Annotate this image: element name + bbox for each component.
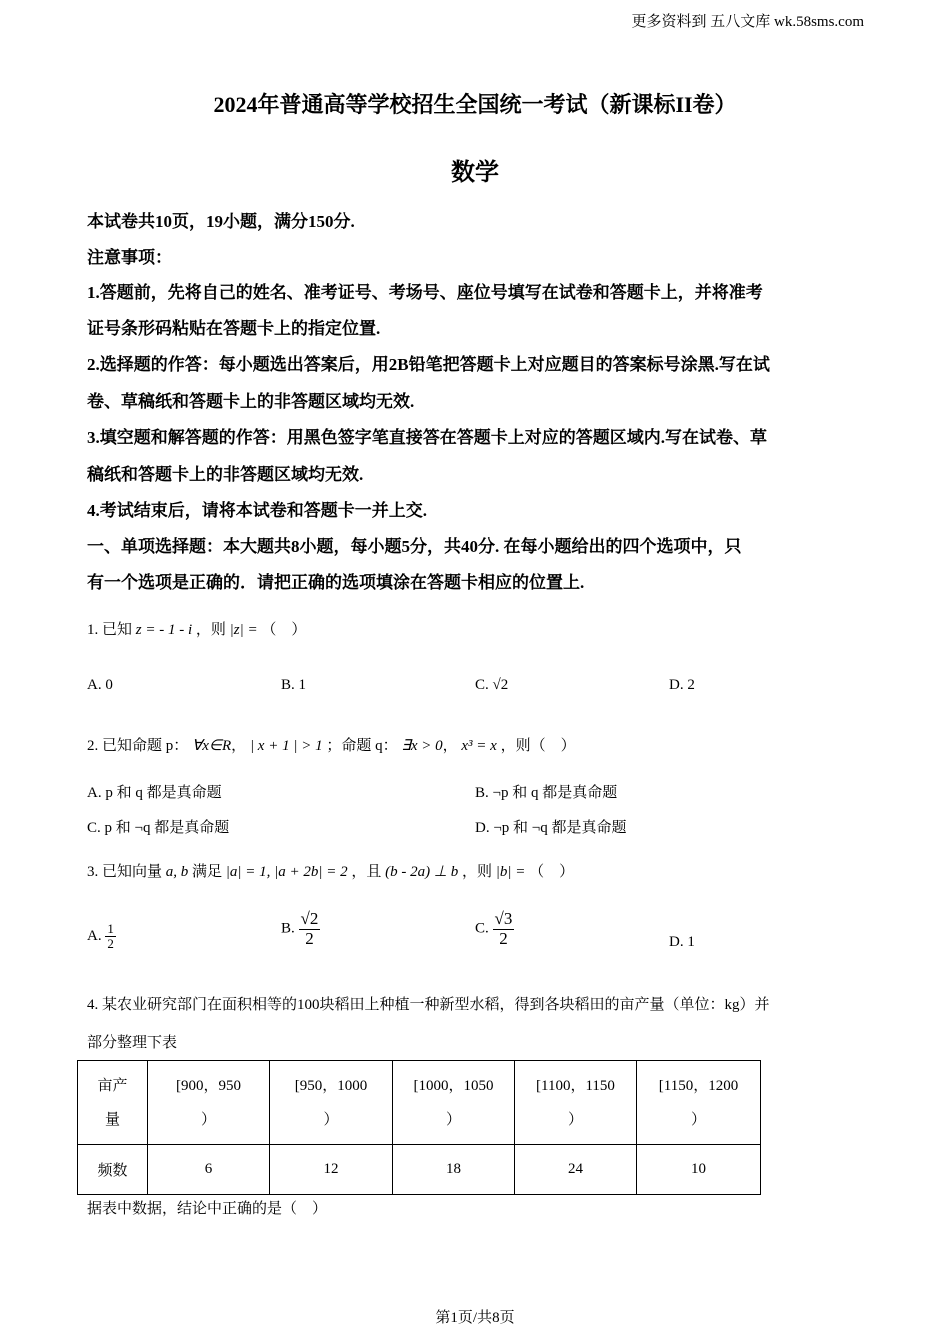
q1-expression: z = - 1 - i [135,622,193,638]
interval-text: ） [200,1111,216,1128]
table-cell: 10 [637,1145,761,1195]
q1-option-b[interactable]: B. 1 [281,677,307,693]
interval-text: [900，950 [176,1077,241,1094]
q3-option-c[interactable] [475,910,514,948]
notice-heading: 注意事项： [87,248,172,267]
q3-paren: （ ） [529,864,575,880]
q3-ask: |b| = [495,864,526,880]
section-heading: 一、单项选择题：本大题共8小题，每小题5分，共40分. 在每小题给出的四个选项中，只 [87,537,742,556]
q2-p-quantifier: ∀x∈R [192,738,232,754]
interval-text: ） [690,1111,706,1128]
q3-mid: 满足 [192,864,223,880]
notice-line: 4.考试结束后，请将本试卷和答题卡一并上交. [87,501,427,520]
notice-line: 卷、草稿纸和答题卡上的非答题区域均无效. [87,392,415,411]
q1-prefix: 1. 已知 [87,622,133,638]
table-cell [637,1061,761,1145]
notice-line: 证号条形码粘贴在答题卡上的指定位置. [87,319,381,338]
table-row [78,1145,761,1195]
q3-prefix: 3. 已知向量 [87,864,163,880]
interval-text: [1100，1150 [536,1077,615,1094]
q3-option-d[interactable]: D. 1 [669,934,695,950]
q1-ask: |z| = [229,622,258,638]
q2-p-inequality: | x + 1 | > 1 [249,738,323,754]
notice-line: 2.选择题的作答：每小题选出答案后，用2B铅笔把答题卡上对应题目的答案标号涂黑.写在试 [87,355,770,374]
header-site-link[interactable]: 更多资料到 五八文库 wk.58sms.com [631,14,864,30]
table-cell [270,1061,393,1145]
q2-option-a[interactable]: A. p 和 q 都是真命题 [87,785,222,801]
exam-title: 2024年普通高等学校招生全国统一考试（新课标II卷） [213,92,737,117]
q3-option-c-label: C. [475,920,489,937]
q2-option-d[interactable]: D. ¬p 和 ¬q 都是真命题 [475,820,627,836]
table-cell: 18 [393,1145,515,1195]
table-cell [393,1061,515,1145]
q3-vars: a, b [165,864,189,880]
q3-condition-2: (b - 2a) ⊥ b [385,864,459,880]
q3-option-a-den: 2 [107,936,114,952]
table-header-text: 亩产 [97,1077,128,1094]
table-header-text: 量 [104,1111,120,1128]
q3-option-b[interactable] [281,910,320,948]
q2-option-c[interactable]: C. p 和 ¬q 都是真命题 [87,820,230,836]
q1-option-d[interactable]: D. 2 [669,677,695,693]
q2-q-quantifier: ∃x > 0 [401,738,443,754]
q1-mid: ，则 [195,622,226,638]
notice-line: 1.答题前，先将自己的姓名、准考证号、考场号、座位号填写在试卷和答题卡上，并将准考 [87,283,763,302]
notice-line: 稿纸和答题卡上的非答题区域均无效. [87,465,364,484]
q4-after-table: 据表中数据，结论中正确的是（ ） [87,1201,328,1217]
q3-option-a[interactable] [87,922,116,952]
q3-option-a-label: A. [87,928,102,945]
q1-option-c[interactable]: C. √2 [475,677,509,693]
q2-q-equation: x³ = x [461,738,497,754]
question-2: 2. 已知命题 p： ∀x∈R， | x + 1 | > 1 ；命题 q： ∃x > 0， x³ = x ，则（ ） [87,738,576,754]
question-3 [87,860,574,881]
q3-option-b-num: √2 [300,909,319,928]
interval-text: ） [567,1111,583,1128]
interval-text: ） [323,1111,339,1128]
interval-text: [950，1000 [294,1077,368,1094]
q2-suffix: ，则（ ） [500,738,576,754]
q1-paren: （ ） [261,622,307,638]
q3-mid3: ，则 [461,864,492,880]
table-header-cell: 频数 [78,1145,148,1195]
q2-option-b[interactable]: B. ¬p 和 q 都是真命题 [475,785,618,801]
interval-text: [1000，1050 [413,1077,494,1094]
table-header-cell [78,1061,148,1145]
notice-line: 3.填空题和解答题的作答：用黑色签字笔直接答在答题卡上对应的答题区域内.写在试卷、草 [87,428,767,447]
section-heading: 有一个选项是正确的．请把正确的选项填涂在答题卡相应的位置上. [87,573,585,592]
q3-condition-1: |a| = 1, |a + 2b| = 2 [225,864,348,880]
yield-frequency-table [77,1060,761,1195]
interval-text: ） [445,1111,461,1128]
q3-option-c-den: 2 [499,928,508,948]
q1-option-a[interactable]: A. 0 [87,677,113,693]
q3-option-a-num: 1 [107,921,114,936]
table-cell: 6 [148,1145,270,1195]
question-1 [87,618,306,639]
q2-prefix: 2. 已知命题 p： [87,738,189,754]
table-cell [515,1061,637,1145]
interval-text: [1150，1200 [658,1077,739,1094]
q2-mid: ；命题 q： [326,738,398,754]
q3-option-c-num: √3 [494,909,513,928]
page-footer: 第1页/共8页 [435,1310,515,1326]
exam-subject: 数学 [451,160,499,186]
q3-mid2: ，且 [351,864,382,880]
table-cell [148,1061,270,1145]
q4-text-line: 部分整理下表 [87,1035,178,1051]
q3-option-b-den: 2 [305,928,314,948]
exam-intro: 本试卷共10页，19小题，满分150分. [87,212,355,231]
table-cell: 12 [270,1145,393,1195]
table-cell: 24 [515,1145,637,1195]
table-row [78,1061,761,1145]
q4-text-line: 4. 某农业研究部门在面积相等的100块稻田上种植一种新型水稻，得到各块稻田的亩产量（单位：kg）并 [87,997,770,1013]
q3-option-b-label: B. [281,920,295,937]
